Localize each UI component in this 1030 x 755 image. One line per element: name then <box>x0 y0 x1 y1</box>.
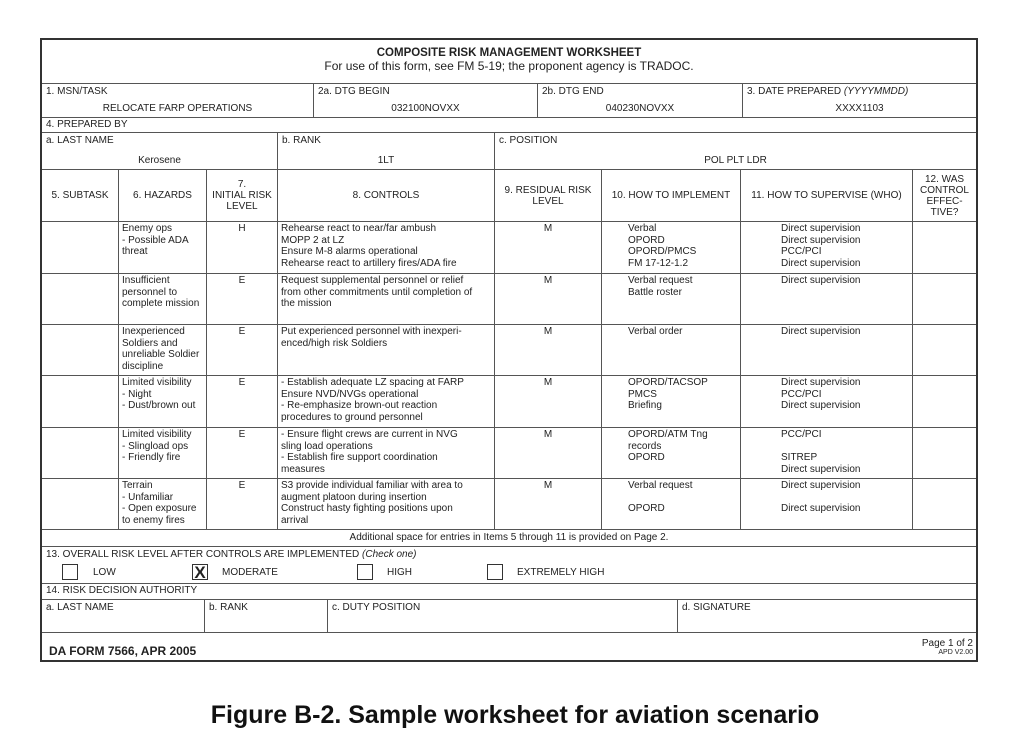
cell-how-to-implement[interactable]: Verbal order <box>602 325 741 376</box>
cell-subtask[interactable] <box>42 222 119 274</box>
authority-rank-field[interactable] <box>205 600 328 633</box>
cell-hazards[interactable]: Inexperienced Soldiers and unreliable Soldier discipline <box>119 325 207 376</box>
cell-residual-risk[interactable]: M <box>495 222 602 274</box>
form-title: COMPOSITE RISK MANAGEMENT WORKSHEET <box>376 47 642 59</box>
cell-residual-risk[interactable]: M <box>495 325 602 376</box>
cell-how-to-supervise[interactable]: Direct supervision <box>741 325 913 376</box>
dtg-begin-label: 2a. DTG BEGIN <box>318 86 390 97</box>
dtg-begin-value: 032100NOVXX <box>391 102 460 114</box>
cell-how-to-implement[interactable]: Verbal OPORD OPORD/PMCS FM 17-12-1.2 <box>602 222 741 274</box>
option-moderate-label: MODERATE <box>222 567 278 578</box>
overall-risk-section <box>42 547 976 584</box>
column-header-controls: 8. CONTROLS <box>278 170 495 222</box>
cell-how-to-implement[interactable]: OPORD/ATM Tng records OPORD <box>602 428 741 479</box>
position-label: c. POSITION <box>499 135 558 146</box>
cell-subtask[interactable] <box>42 325 119 376</box>
cell-hazards[interactable]: Limited visibility - Slingload ops - Friendly fire <box>119 428 207 479</box>
cell-how-to-supervise[interactable]: PCC/PCI SITREP Direct supervision <box>741 428 913 479</box>
cell-controls[interactable]: Rehearse react to near/far ambush MOPP 2 at LZ Ensure M-8 alarms operational Rehearse react to artillery fires/ADA fire <box>278 222 495 274</box>
option-low-label: LOW <box>93 567 116 578</box>
msn-task-label: 1. MSN/TASK <box>46 86 108 97</box>
cell-controls[interactable]: Put experienced personnel with inexperi- enced/high risk Soldiers <box>278 325 495 376</box>
checkbox-extremely-high[interactable] <box>487 564 503 580</box>
authority-duty-position-field[interactable] <box>328 600 678 633</box>
cell-residual-risk[interactable]: M <box>495 479 602 530</box>
rank-field[interactable] <box>278 133 495 170</box>
position-field[interactable] <box>495 133 976 170</box>
cell-initial-risk[interactable]: E <box>207 479 278 530</box>
prepared-by-section <box>42 118 976 133</box>
cell-hazards[interactable]: Enemy ops - Possible ADA threat <box>119 222 207 274</box>
date-prepared-field[interactable] <box>743 84 976 118</box>
cell-how-to-supervise[interactable]: Direct supervision PCC/PCI Direct supervision <box>741 376 913 428</box>
figure-caption: Figure B-2. Sample worksheet for aviation scenario <box>210 701 820 729</box>
cell-hazards[interactable]: Limited visibility - Night - Dust/brown out <box>119 376 207 428</box>
column-header-how-to-supervise: 11. HOW TO SUPERVISE (WHO) <box>741 170 913 222</box>
prepared-by-label: 4. PREPARED BY <box>46 119 128 130</box>
authority-signature-label: d. SIGNATURE <box>682 602 751 613</box>
last-name-value: Kerosene <box>138 154 181 166</box>
cell-subtask[interactable] <box>42 376 119 428</box>
cell-controls[interactable]: - Ensure flight crews are current in NVG sling load operations - Establish fire support coordination measures <box>278 428 495 479</box>
cell-control-effective[interactable] <box>913 274 976 325</box>
risk-decision-authority <box>42 584 976 600</box>
cell-subtask[interactable] <box>42 479 119 530</box>
cell-control-effective[interactable] <box>913 325 976 376</box>
form-header <box>42 40 976 84</box>
checkbox-moderate[interactable]: X <box>192 564 208 580</box>
authority-last-name-field[interactable] <box>42 600 205 633</box>
cell-hazards[interactable]: Terrain - Unfamiliar - Open exposure to enemy fires <box>119 479 207 530</box>
rank-label: b. RANK <box>282 135 321 146</box>
form-number: DA FORM 7566, APR 2005 <box>49 644 197 658</box>
last-name-label: a. LAST NAME <box>46 135 114 146</box>
cell-control-effective[interactable] <box>913 428 976 479</box>
column-header-initial-risk: 7. INITIAL RISK LEVEL <box>207 170 278 222</box>
cell-how-to-implement[interactable]: Verbal request OPORD <box>602 479 741 530</box>
cell-residual-risk[interactable]: M <box>495 376 602 428</box>
cell-initial-risk[interactable]: E <box>207 428 278 479</box>
option-extremely-high-label: EXTREMELY HIGH <box>517 567 605 578</box>
form-version: APD V2.00 <box>938 649 973 656</box>
cell-initial-risk[interactable]: E <box>207 376 278 428</box>
cell-controls[interactable]: - Establish adequate LZ spacing at FARP Ensure NVD/NVGs operational - Re-emphasize brown-out reaction procedures to ground personnel <box>278 376 495 428</box>
column-header-hazards: 6. HAZARDS <box>119 170 207 222</box>
authority-label: 14. RISK DECISION AUTHORITY <box>46 585 198 596</box>
column-header-residual-risk: 9. RESIDUAL RISK LEVEL <box>495 170 602 222</box>
date-prepared-value: XXXX1103 <box>835 102 884 114</box>
overall-risk-label: 13. OVERALL RISK LEVEL AFTER CONTROLS ARE IMPLEMENTED (Check one) <box>46 549 417 560</box>
cell-initial-risk[interactable]: E <box>207 325 278 376</box>
cell-control-effective[interactable] <box>913 222 976 274</box>
cell-hazards[interactable]: Insufficient personnel to complete mission <box>119 274 207 325</box>
position-value: POL PLT LDR <box>704 154 767 166</box>
risk-worksheet-form <box>40 38 978 662</box>
option-high-label: HIGH <box>387 567 412 578</box>
cell-how-to-supervise[interactable]: Direct supervision <box>741 274 913 325</box>
cell-how-to-supervise[interactable]: Direct supervision Direct supervision PCC/PCI Direct supervision <box>741 222 913 274</box>
last-name-field[interactable] <box>42 133 278 170</box>
column-header-subtask: 5. SUBTASK <box>42 170 119 222</box>
cell-controls[interactable]: Request supplemental personnel or relief from other commitments until completion of the mission <box>278 274 495 325</box>
authority-duty-label: c. DUTY POSITION <box>332 602 421 613</box>
cell-initial-risk[interactable]: E <box>207 274 278 325</box>
page-number: Page 1 of 2 <box>921 638 973 649</box>
cell-residual-risk[interactable]: M <box>495 274 602 325</box>
cell-control-effective[interactable] <box>913 376 976 428</box>
authority-last-name-label: a. LAST NAME <box>46 602 114 613</box>
msn-task-field[interactable] <box>42 84 314 118</box>
dtg-end-label: 2b. DTG END <box>542 86 604 97</box>
cell-initial-risk[interactable]: H <box>207 222 278 274</box>
cell-control-effective[interactable] <box>913 479 976 530</box>
dtg-end-value: 040230NOVXX <box>605 102 675 114</box>
additional-space-note: Additional space for entries in Items 5 through 11 is provided on Page 2. <box>42 530 976 547</box>
cell-subtask[interactable] <box>42 428 119 479</box>
checkbox-low[interactable] <box>62 564 78 580</box>
column-header-how-to-implement: 10. HOW TO IMPLEMENT <box>602 170 741 222</box>
cell-how-to-implement[interactable]: OPORD/TACSOP PMCS Briefing <box>602 376 741 428</box>
cell-subtask[interactable] <box>42 274 119 325</box>
form-subtitle: For use of this form, see FM 5-19; the proponent agency is TRADOC. <box>324 58 694 73</box>
dtg-begin-field[interactable] <box>314 84 538 118</box>
checkbox-high[interactable] <box>357 564 373 580</box>
cell-how-to-supervise[interactable]: Direct supervision Direct supervision <box>741 479 913 530</box>
authority-signature-field[interactable] <box>678 600 976 633</box>
dtg-end-field[interactable] <box>538 84 743 118</box>
column-header-control-effective: 12. WAS CONTROL EFFEC- TIVE? <box>913 170 976 222</box>
msn-task-value: RELOCATE FARP OPERATIONS <box>102 102 253 114</box>
cell-residual-risk[interactable]: M <box>495 428 602 479</box>
cell-controls[interactable]: S3 provide individual familiar with area to augment platoon during insertion Construct hasty fighting positions upon arrival <box>278 479 495 530</box>
rank-value: 1LT <box>377 154 395 166</box>
date-prepared-label: 3. DATE PREPARED (YYYYMMDD) <box>747 86 909 97</box>
authority-rank-label: b. RANK <box>209 602 248 613</box>
cell-how-to-implement[interactable]: Verbal request Battle roster <box>602 274 741 325</box>
